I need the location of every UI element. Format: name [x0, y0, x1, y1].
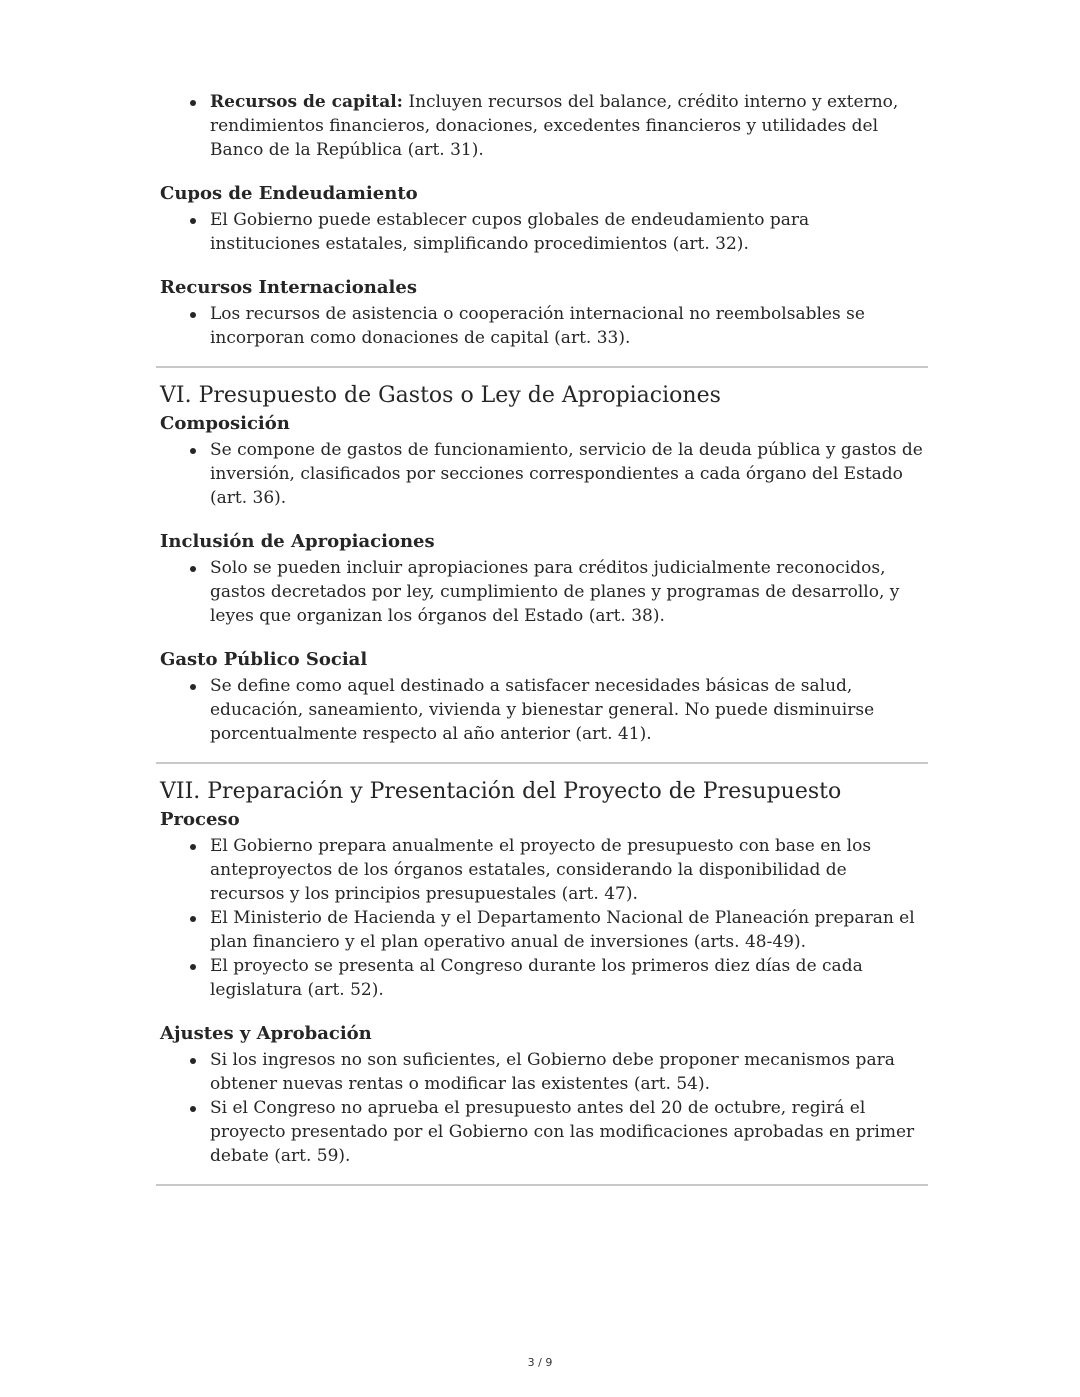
- document-page: [160, 90, 924, 1186]
- section-heading-vi: VI. Presupuesto de Gastos o Ley de Apropiaciones: [160, 383, 721, 408]
- section-heading-vii: VII. Preparación y Presentación del Proyecto de Presupuesto: [160, 779, 842, 804]
- subheading-internacionales: Recursos Internacionales: [160, 277, 417, 298]
- list-item: El Ministerio de Hacienda y el Departamento Nacional de Planeación preparan el plan financiero y el plan operativo anual de inversiones (arts. 48-49).: [160, 906, 924, 954]
- ajustes-list: [160, 1048, 924, 1168]
- list-item: Si los ingresos no son suficientes, el Gobierno debe proponer mecanismos para obtener nuevas rentas o modificar las existentes (art. 54).: [160, 1048, 924, 1096]
- inclusion-list: [160, 556, 924, 628]
- cupos-list: [160, 208, 924, 256]
- item-bold-label: Recursos de capital:: [210, 92, 403, 112]
- list-item: [160, 90, 924, 162]
- list-item: El Gobierno puede establecer cupos globales de endeudamiento para instituciones estatales, simplificando procedimientos (art. 32).: [160, 208, 924, 256]
- proceso-list: [160, 834, 924, 1002]
- list-item: Se define como aquel destinado a satisfacer necesidades básicas de salud, educación, saneamiento, vivienda y bienestar general. No puede disminuirse porcentualmente respecto al año anterior (art. 41).: [160, 674, 924, 746]
- list-item: Se compone de gastos de funcionamiento, servicio de la deuda pública y gastos de inversión, clasificados por secciones correspondientes a cada órgano del Estado (art. 36).: [160, 438, 924, 510]
- list-item: Solo se pueden incluir apropiaciones para créditos judicialmente reconocidos, gastos decretados por ley, cumplimiento de planes y programas de desarrollo, y leyes que organizan los órganos del Estado (art. 38).: [160, 556, 924, 628]
- subheading-ajustes: Ajustes y Aprobación: [160, 1023, 372, 1044]
- subheading-inclusion: Inclusión de Apropiaciones: [160, 531, 435, 552]
- list-item: Si el Congreso no aprueba el presupuesto antes del 20 de octubre, regirá el proyecto presentado por el Gobierno con las modificaciones aprobadas en primer debate (art. 59).: [160, 1096, 924, 1168]
- section-divider: [156, 366, 928, 368]
- section-divider: [156, 1184, 928, 1186]
- item-text: Incluyen recursos del balance, crédito interno y externo, rendimientos financieros, donaciones, excedentes financieros y utilidades del Banco de la República (art. 31).: [210, 92, 899, 160]
- composicion-list: [160, 438, 924, 510]
- page-number: 3 / 9: [527, 1356, 553, 1369]
- internacionales-list: [160, 302, 924, 350]
- subheading-composicion: Composición: [160, 413, 290, 434]
- section-divider: [156, 762, 928, 764]
- list-item: El Gobierno prepara anualmente el proyecto de presupuesto con base en los anteproyectos de los órganos estatales, considerando la disponibilidad de recursos y los principios presupuestales (art. 47).: [160, 834, 924, 906]
- list-item: Los recursos de asistencia o cooperación internacional no reembolsables se incorporan como donaciones de capital (art. 33).: [160, 302, 924, 350]
- subheading-proceso: Proceso: [160, 809, 240, 830]
- subheading-cupos: Cupos de Endeudamiento: [160, 183, 418, 204]
- gasto-social-list: [160, 674, 924, 746]
- list-item: El proyecto se presenta al Congreso durante los primeros diez días de cada legislatura (art. 52).: [160, 954, 924, 1002]
- subheading-gasto-social: Gasto Público Social: [160, 649, 368, 670]
- capital-list: [160, 90, 924, 162]
